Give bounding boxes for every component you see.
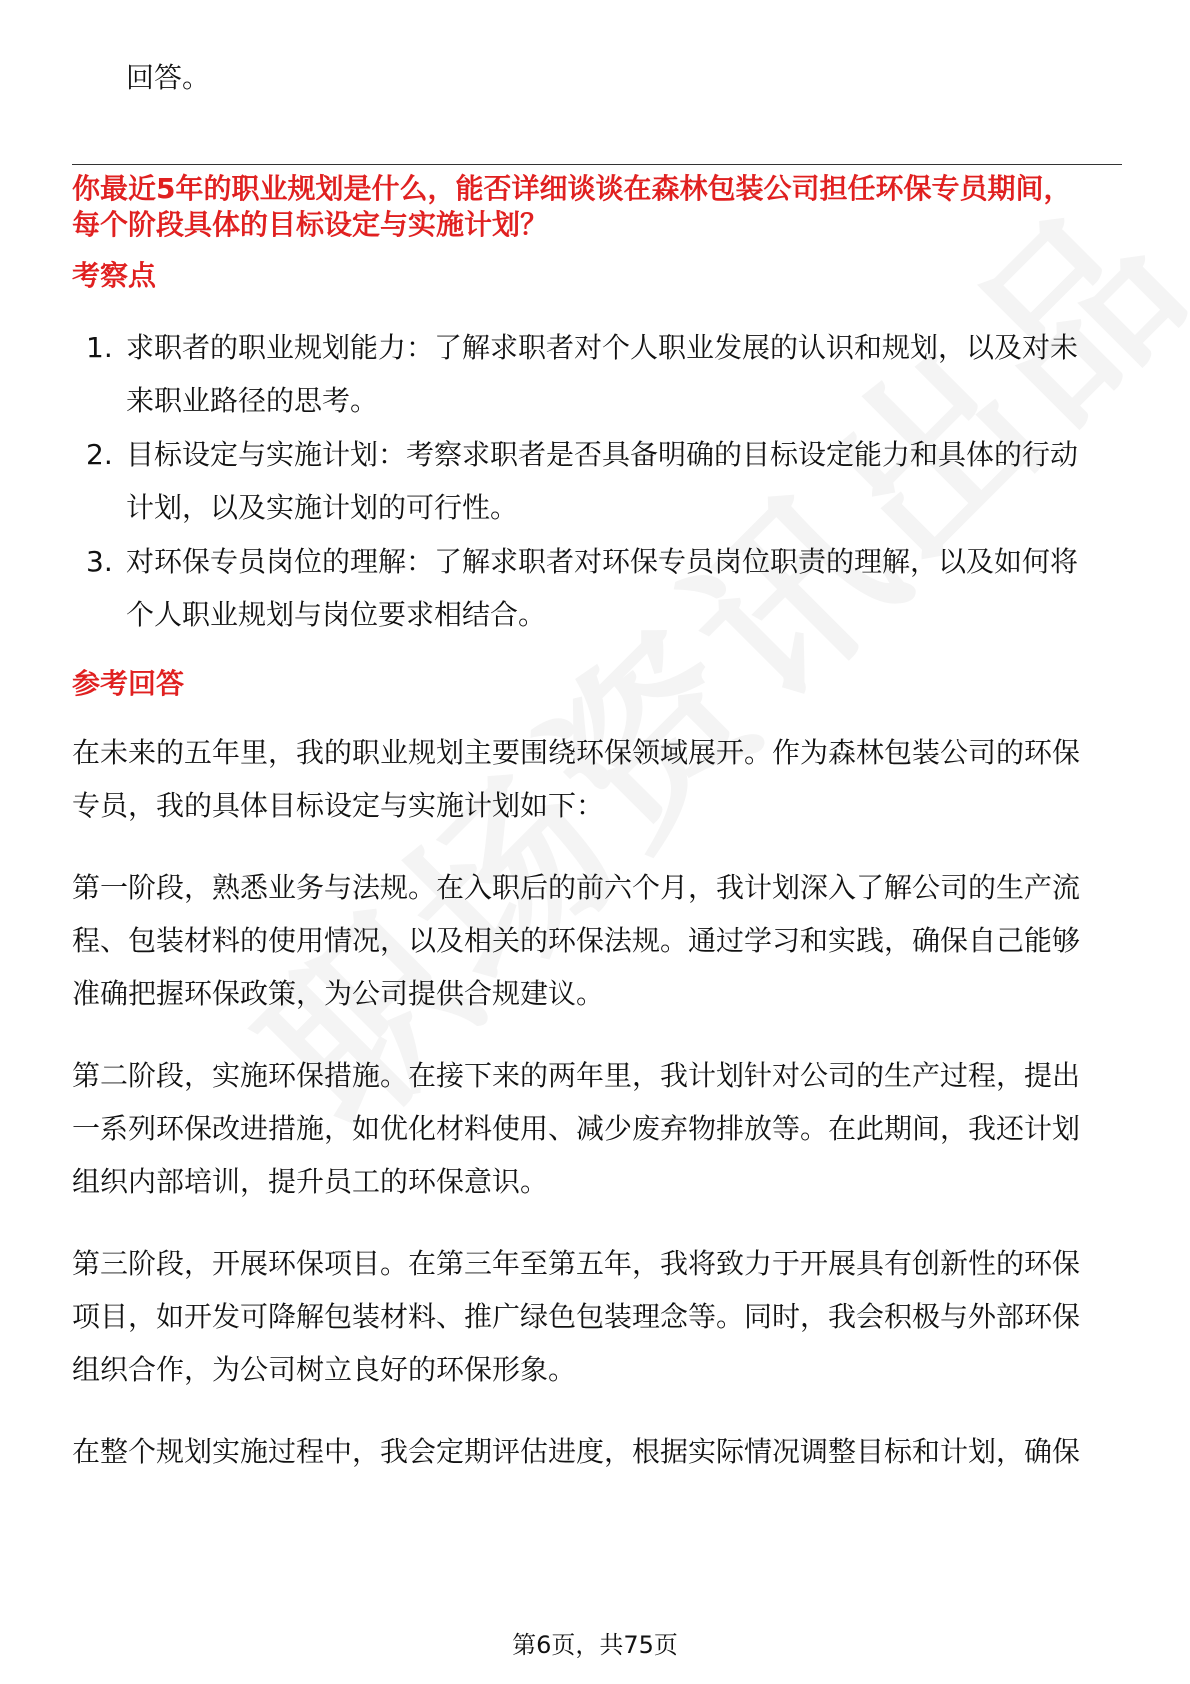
list-item-line: 对环保专员岗位的理解：了解求职者对环保专员岗位职责的理解，以及如何将: [126, 545, 1079, 578]
question-line-2: 每个阶段具体的目标设定与实施计划？: [72, 208, 549, 241]
paragraph-line: 第一阶段，熟悉业务与法规。在入职后的前六个月，我计划深入了解公司的生产流: [72, 871, 1081, 904]
continuation-text: 回答。: [126, 61, 211, 94]
list-item-number: 1.: [86, 331, 113, 364]
list-item-line: 目标设定与实施计划：考察求职者是否具备明确的目标设定能力和具体的行动: [126, 438, 1079, 471]
list-item-number: 2.: [86, 438, 113, 471]
paragraph-line: 程、包装材料的使用情况，以及相关的环保法规。通过学习和实践，确保自己能够: [72, 924, 1081, 957]
paragraph-line: 一系列环保改进措施，如优化材料使用、减少废弃物排放等。在此期间，我还计划: [72, 1112, 1081, 1145]
list-item-line: 求职者的职业规划能力：了解求职者对个人职业发展的认识和规划，以及对未: [126, 331, 1079, 364]
paragraph-line: 组织内部培训，提升员工的环保意识。: [72, 1165, 549, 1198]
paragraph-line: 第三阶段，开展环保项目。在第三年至第五年，我将致力于开展具有创新性的环保: [72, 1247, 1081, 1280]
paragraph-line: 第二阶段，实施环保措施。在接下来的两年里，我计划针对公司的生产过程，提出: [72, 1059, 1081, 1092]
list-item-line: 来职业路径的思考。: [126, 384, 379, 417]
answer-title: 参考回答: [72, 667, 185, 700]
paragraph-line: 组织合作，为公司树立良好的环保形象。: [72, 1353, 577, 1386]
list-item-line: 个人职业规划与岗位要求相结合。: [126, 598, 547, 631]
paragraph-line: 项目，如开发可降解包装材料、推广绿色包装理念等。同时，我会积极与外部环保: [72, 1300, 1081, 1333]
paragraph-line: 在未来的五年里，我的职业规划主要围绕环保领域展开。作为森林包装公司的环保: [72, 736, 1081, 769]
list-item-number: 3.: [86, 545, 113, 578]
divider: [72, 164, 1122, 165]
paragraph-line: 专员，我的具体目标设定与实施计划如下：: [72, 789, 605, 822]
paragraph-line: 准确把握环保政策，为公司提供合规建议。: [72, 977, 605, 1010]
assessment-title: 考察点: [72, 259, 157, 292]
paragraph-line: 在整个规划实施过程中，我会定期评估进度，根据实际情况调整目标和计划，确保: [72, 1435, 1081, 1468]
question-line-1: 你最近5年的职业规划是什么，能否详细谈谈在森林包装公司担任环保专员期间，: [72, 172, 1072, 205]
page-number: 第6页，共75页: [512, 1631, 678, 1659]
list-item-line: 计划，以及实施计划的可行性。: [126, 491, 519, 524]
